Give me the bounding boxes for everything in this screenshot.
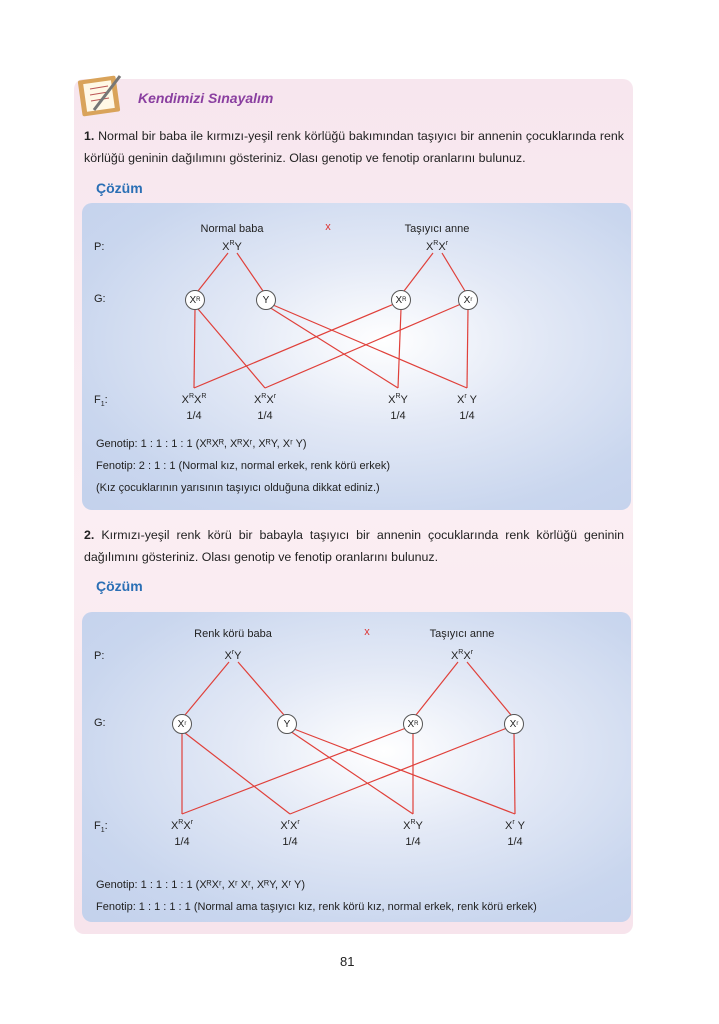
cross-line <box>398 309 401 388</box>
offspring-ratio: 1/4 <box>507 836 523 848</box>
offspring-genotype: $X^RY$ <box>388 393 408 406</box>
gamete-circle: X r <box>172 714 192 734</box>
gamete-circle: X R <box>391 290 411 310</box>
cross-line <box>514 733 515 814</box>
offspring-ratio: 1/4 <box>459 410 475 422</box>
offspring-ratio: 1/4 <box>405 836 421 848</box>
genotype-text: Genotip: 1 : 1 : 1 : 1 (XᴿXʳ, Xʳ Xʳ, XᴿY, Xʳ Y) <box>96 879 305 891</box>
cross-line <box>467 662 511 715</box>
cross-line <box>185 662 229 715</box>
cross-line <box>198 309 265 388</box>
mother-genotype: $X^RX^r$ <box>425 240 449 253</box>
cross-line <box>238 662 284 715</box>
question-1 <box>84 125 624 169</box>
cross-diagram-1 <box>82 203 631 510</box>
cross-line <box>198 253 228 291</box>
cross-line <box>467 309 468 388</box>
cross-symbol: x <box>364 626 370 638</box>
cross-line <box>404 253 433 291</box>
cross-line <box>442 253 465 291</box>
note-text: (Kız çocuklarının yarısının taşıyıcı olduğuna dikkat ediniz.) <box>96 482 380 494</box>
cross-line <box>269 307 398 388</box>
page-number: 81 <box>340 954 355 969</box>
gamete-circle: X r <box>458 290 478 310</box>
offspring-genotype: $X^RX^r$ <box>253 393 277 406</box>
father-genotype: $X^RY$ <box>222 240 242 253</box>
offspring-ratio: 1/4 <box>257 410 273 422</box>
parent-row-label: P: <box>94 241 105 253</box>
offspring-ratio: 1/4 <box>282 836 298 848</box>
offspring-genotype: $X^RX^R$ <box>181 393 207 406</box>
cross-line <box>273 305 467 388</box>
question-number: 2. <box>84 528 95 542</box>
offspring-ratio: 1/4 <box>174 836 190 848</box>
question-text: Kırmızı-yeşil renk körü bir babayla taşıyıcı bir annenin çocuklarında renk körlüğü geninin dağılımını gösteriniz. Olası genotip ve fenotip oranlarını bulunuz. <box>84 528 624 564</box>
cross-diagram-2 <box>82 612 631 922</box>
gamete-circle: Y <box>256 290 276 310</box>
mother-label: Taşıyıcı anne <box>404 223 470 235</box>
offspring-ratio: 1/4 <box>390 410 406 422</box>
question-2 <box>84 524 624 568</box>
cross-line <box>416 662 458 715</box>
genotype-text: Genotip: 1 : 1 : 1 : 1 (XᴿXᴿ, XᴿXʳ, XᴿY, Xʳ Y) <box>96 438 307 450</box>
question-number: 1. <box>84 129 95 143</box>
solution-heading: Çözüm <box>96 578 143 594</box>
offspring-genotype: $X^r$ Y <box>505 819 525 832</box>
section-title: Kendimizi Sınayalım <box>138 90 274 106</box>
cross-line <box>294 729 515 814</box>
father-genotype: $X^rY$ <box>224 649 242 662</box>
cross-symbol: x <box>325 221 331 233</box>
cross-lines <box>82 612 631 922</box>
offspring-ratio: 1/4 <box>186 410 202 422</box>
clipboard-checklist-icon <box>76 72 128 118</box>
offspring-genotype: $X^rX^r$ <box>280 819 300 832</box>
mother-genotype: $X^RX^r$ <box>450 649 474 662</box>
father-label: Normal baba <box>200 223 264 235</box>
offspring-genotype: $X^RX^r$ <box>170 819 194 832</box>
gamete-circle: X R <box>403 714 423 734</box>
cross-line <box>237 253 263 291</box>
cross-line <box>194 309 195 388</box>
cross-line <box>185 733 290 814</box>
phenotype-text: Fenotip: 1 : 1 : 1 : 1 (Normal ama taşıyıcı kız, renk körü kız, normal erkek, renk körü erkek) <box>96 901 537 913</box>
cross-line <box>182 728 406 814</box>
father-label: Renk körü baba <box>194 628 272 640</box>
parent-row-label: P: <box>94 650 105 662</box>
offspring-genotype: $X^RY$ <box>403 819 423 832</box>
gamete-circle: X R <box>185 290 205 310</box>
solution-heading: Çözüm <box>96 180 143 196</box>
gamete-row-label: G: <box>94 717 106 729</box>
f1-row-label: $F_1$: <box>94 394 108 409</box>
f1-row-label: $F_1$: <box>94 820 108 835</box>
gamete-circle: X r <box>504 714 524 734</box>
offspring-genotype: $X^r$ Y <box>457 393 477 406</box>
gamete-row-label: G: <box>94 293 106 305</box>
cross-line <box>290 728 507 814</box>
question-text: Normal bir baba ile kırmızı-yeşil renk körlüğü bakımından taşıyıcı bir annenin çocuklarında renk körlüğü geninin dağılımını gösteriniz. Olası genotip ve fenotip oranlarını bulunuz. <box>84 129 624 165</box>
phenotype-text: Fenotip: 2 : 1 : 1 (Normal kız, normal erkek, renk körü erkek) <box>96 460 391 472</box>
gamete-circle: Y <box>277 714 297 734</box>
mother-label: Taşıyıcı anne <box>429 628 495 640</box>
